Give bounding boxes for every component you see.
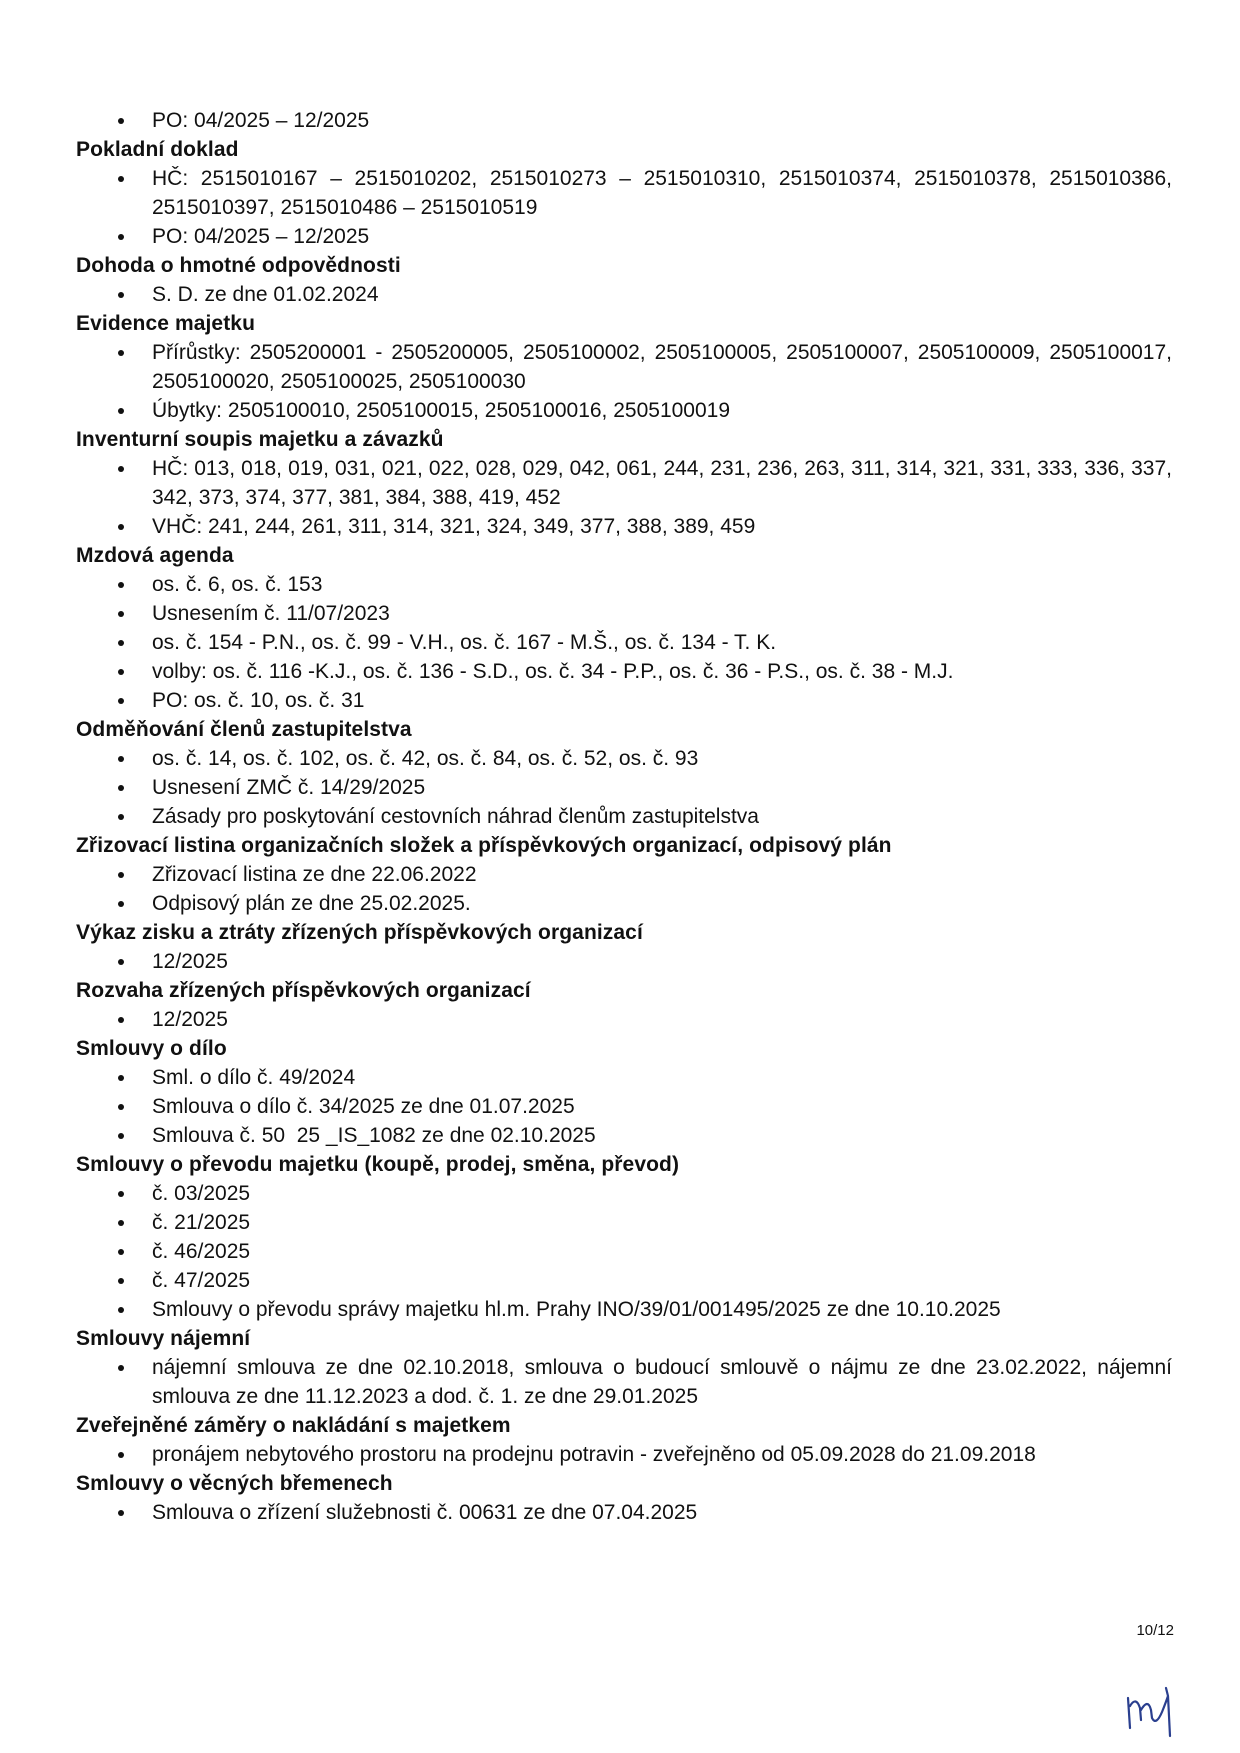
list-item-text: Smlouva o zřízení služebnosti č. 00631 ze dne 07.04.2025 xyxy=(152,1501,698,1524)
bullet-icon xyxy=(116,1295,126,1324)
list-item-text: Zřizovací listina ze dne 22.06.2022 xyxy=(152,863,477,886)
section-mzdova-agenda xyxy=(76,541,1176,715)
bullet-icon xyxy=(116,889,126,918)
list-item xyxy=(76,1063,1176,1092)
list-item-text: Smlouvy o převodu správy majetku hl.m. Prahy INO/39/01/001495/2025 ze dne 10.10.2025 xyxy=(152,1298,1001,1321)
list-item xyxy=(76,1005,1176,1034)
section-title: Inventurní soupis majetku a závazků xyxy=(76,428,444,451)
list-item xyxy=(76,947,1176,976)
section-title: Smlouvy o dílo xyxy=(76,1037,227,1060)
item-list xyxy=(76,860,1176,918)
list-item xyxy=(76,280,1176,309)
list-item xyxy=(76,222,1176,251)
list-item xyxy=(76,1092,1176,1121)
section-smlouvy-o-prevodu xyxy=(76,1150,1176,1324)
item-list xyxy=(76,570,1176,715)
list-item-text: os. č. 14, os. č. 102, os. č. 42, os. č. 84, os. č. 52, os. č. 93 xyxy=(152,747,699,770)
list-item xyxy=(76,1440,1176,1469)
list-item-text: Smlouva o dílo č. 34/2025 ze dne 01.07.2025 xyxy=(152,1095,575,1118)
list-item xyxy=(76,1179,1176,1208)
section-inventurni-soupis xyxy=(76,425,1176,541)
list-item xyxy=(76,1121,1176,1150)
bullet-icon xyxy=(116,1063,126,1092)
item-list xyxy=(76,1440,1176,1469)
bullet-icon xyxy=(116,744,126,773)
list-item-text: 12/2025 xyxy=(152,950,228,973)
bullet-icon xyxy=(116,1179,126,1208)
list-item xyxy=(76,1498,1176,1527)
section-title: Rozvaha zřízených příspěvkových organizací xyxy=(76,979,531,1002)
bullet-icon xyxy=(116,280,126,309)
section-title: Smlouvy o převodu majetku (koupě, prodej, směna, převod) xyxy=(76,1153,680,1176)
list-item-text: č. 21/2025 xyxy=(152,1211,251,1234)
section-dohoda xyxy=(76,251,1176,309)
section-smlouvy-najemni xyxy=(76,1324,1176,1411)
list-item xyxy=(76,744,1176,773)
list-item xyxy=(76,512,1176,541)
section-vykaz-zisku xyxy=(76,918,1176,976)
list-item xyxy=(76,1295,1176,1324)
section-title: Mzdová agenda xyxy=(76,544,234,567)
list-item-text: Usnesením č. 11/07/2023 xyxy=(152,602,390,625)
list-item-text: S. D. ze dne 01.02.2024 xyxy=(152,283,379,306)
section-title: Odměňování členů zastupitelstva xyxy=(76,718,412,741)
list-item-text: Odpisový plán ze dne 25.02.2025. xyxy=(152,892,471,915)
bullet-icon xyxy=(116,628,126,657)
bullet-icon xyxy=(116,1208,126,1237)
section-zverejnene-zamery xyxy=(76,1411,1176,1469)
page-number: 10/12 xyxy=(1136,1622,1174,1639)
list-item xyxy=(76,454,1176,512)
list-item xyxy=(76,889,1176,918)
bullet-icon xyxy=(116,773,126,802)
list-item xyxy=(76,396,1176,425)
list-item xyxy=(76,106,1176,135)
bullet-icon xyxy=(116,947,126,976)
list-item-text: HČ: 013, 018, 019, 031, 021, 022, 028, 029, 042, 061, 244, 231, 236, 263, 311, 314, 321, 331, 333, 336, 337, 342, 373, 374, 377, 381, 384, 388, 419, 452 xyxy=(152,457,1172,509)
list-item xyxy=(76,773,1176,802)
item-list xyxy=(76,1353,1176,1411)
bullet-icon xyxy=(116,454,126,483)
bullet-icon xyxy=(116,396,126,425)
bullet-icon xyxy=(116,1237,126,1266)
section-title: Pokladní doklad xyxy=(76,138,239,161)
bullet-icon xyxy=(116,599,126,628)
list-item-text: Smlouva č. 50 25 _IS_1082 ze dne 02.10.2025 xyxy=(152,1124,596,1147)
list-item xyxy=(76,599,1176,628)
list-item-text: pronájem nebytového prostoru na prodejnu potravin - zveřejněno od 05.09.2028 do 21.09.2018 xyxy=(152,1443,1036,1466)
list-item xyxy=(76,164,1176,222)
item-list xyxy=(76,947,1176,976)
bullet-icon xyxy=(116,686,126,715)
bullet-icon xyxy=(116,1005,126,1034)
document-body xyxy=(76,106,1176,1527)
list-item-text: 12/2025 xyxy=(152,1008,228,1031)
section-title: Výkaz zisku a ztráty zřízených příspěvkových organizací xyxy=(76,921,643,944)
bullet-icon xyxy=(116,1498,126,1527)
section-smlouvy-o-dilo xyxy=(76,1034,1176,1150)
item-list xyxy=(76,1498,1176,1527)
section-odmenovani xyxy=(76,715,1176,831)
bullet-icon xyxy=(116,1121,126,1150)
section-title: Zřizovací listina organizačních složek a příspěvkových organizací, odpisový plán xyxy=(76,834,892,857)
list-item-text: VHČ: 241, 244, 261, 311, 314, 321, 324, 349, 377, 388, 389, 459 xyxy=(152,515,756,538)
section-evidence-majetku xyxy=(76,309,1176,425)
list-item-text: HČ: 2515010167 – 2515010202, 2515010273 – 2515010310, 2515010374, 2515010378, 2515010386, 2515010397, 2515010486 – 2515010519 xyxy=(152,167,1172,219)
bullet-icon xyxy=(116,570,126,599)
section-title: Smlouvy o věcných břemenech xyxy=(76,1472,393,1495)
section-title: Evidence majetku xyxy=(76,312,256,335)
bullet-icon xyxy=(116,164,126,193)
section-vecna-bremena xyxy=(76,1469,1176,1527)
list-item xyxy=(76,570,1176,599)
bullet-icon xyxy=(116,512,126,541)
item-list xyxy=(76,280,1176,309)
item-list xyxy=(76,338,1176,425)
list-item-text: PO: os. č. 10, os. č. 31 xyxy=(152,689,365,712)
signature-initials xyxy=(1122,1668,1182,1738)
section-pokladni-doklad xyxy=(76,135,1176,251)
list-item-text: Sml. o dílo č. 49/2024 xyxy=(152,1066,356,1089)
item-list xyxy=(76,454,1176,541)
list-item-text: os. č. 154 - P.N., os. č. 99 - V.H., os. č. 167 - M.Š., os. č. 134 - T. K. xyxy=(152,631,777,654)
item-list xyxy=(76,744,1176,831)
list-item xyxy=(76,802,1176,831)
list-item xyxy=(76,1208,1176,1237)
list-item-text: volby: os. č. 116 -K.J., os. č. 136 - S.D., os. č. 34 - P.P., os. č. 36 - P.S., os. č. 38 - M.J. xyxy=(152,660,954,683)
section-continuation xyxy=(76,106,1176,135)
list-item xyxy=(76,628,1176,657)
list-item xyxy=(76,1266,1176,1295)
list-item-text: č. 47/2025 xyxy=(152,1269,251,1292)
list-item-text: Úbytky: 2505100010, 2505100015, 2505100016, 2505100019 xyxy=(152,399,731,422)
bullet-icon xyxy=(116,860,126,889)
list-item xyxy=(76,1237,1176,1266)
list-item-text: PO: 04/2025 – 12/2025 xyxy=(152,109,370,132)
bullet-icon xyxy=(116,1353,126,1382)
item-list xyxy=(76,1005,1176,1034)
list-item-text: nájemní smlouva ze dne 02.10.2018, smlouva o budoucí smlouvě o nájmu ze dne 23.02.2022, nájemní smlouva ze dne 11.12.2023 a dod. č. 1. ze dne 29.01.2025 xyxy=(152,1356,1172,1408)
list-item xyxy=(76,657,1176,686)
bullet-icon xyxy=(116,106,126,135)
item-list xyxy=(76,1063,1176,1150)
section-rozvaha xyxy=(76,976,1176,1034)
item-list xyxy=(76,1179,1176,1324)
item-list xyxy=(76,106,1176,135)
section-title: Dohoda o hmotné odpovědnosti xyxy=(76,254,401,277)
list-item-text: č. 46/2025 xyxy=(152,1240,251,1263)
bullet-icon xyxy=(116,802,126,831)
bullet-icon xyxy=(116,1440,126,1469)
section-title: Zveřejněné záměry o nakládání s majetkem xyxy=(76,1414,511,1437)
list-item-text: Usnesení ZMČ č. 14/29/2025 xyxy=(152,776,426,799)
list-item-text: PO: 04/2025 – 12/2025 xyxy=(152,225,370,248)
list-item-text: č. 03/2025 xyxy=(152,1182,251,1205)
section-title: Smlouvy nájemní xyxy=(76,1327,251,1350)
bullet-icon xyxy=(116,338,126,367)
item-list xyxy=(76,164,1176,251)
section-zrizovaci-listina xyxy=(76,831,1176,918)
list-item-text: Zásady pro poskytování cestovních náhrad členům zastupitelstva xyxy=(152,805,759,828)
list-item xyxy=(76,686,1176,715)
list-item-text: Přírůstky: 2505200001 - 2505200005, 2505100002, 2505100005, 2505100007, 2505100009, 2505100017, 2505100020, 2505100025, 2505100030 xyxy=(152,341,1172,393)
bullet-icon xyxy=(116,222,126,251)
bullet-icon xyxy=(116,1266,126,1295)
list-item xyxy=(76,338,1176,396)
bullet-icon xyxy=(116,657,126,686)
list-item xyxy=(76,860,1176,889)
list-item xyxy=(76,1353,1176,1411)
list-item-text: os. č. 6, os. č. 153 xyxy=(152,573,323,596)
bullet-icon xyxy=(116,1092,126,1121)
